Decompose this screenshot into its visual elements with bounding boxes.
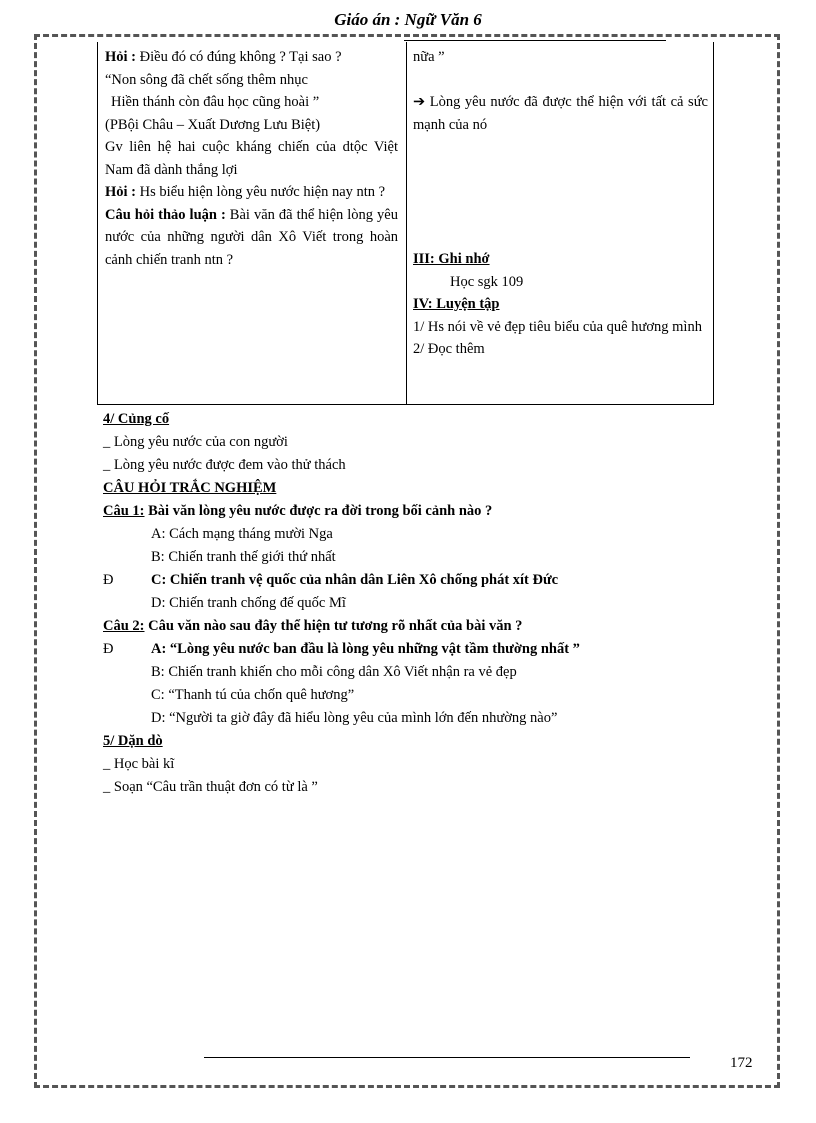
- lesson-table: [97, 42, 714, 405]
- teacher-note: Gv liên hệ hai cuộc kháng chiến của dtộc Việt Nam đã dành thắng lợi: [105, 139, 398, 178]
- correct-answer-mark: Đ: [103, 641, 114, 657]
- quiz-title: CÂU HỎI TRẮC NGHIỆM: [103, 480, 277, 496]
- question-2: [105, 181, 398, 204]
- quiz-question-2: [103, 615, 743, 638]
- question-1-text: Điều đó có đúng không ? Tại sao ?: [136, 49, 342, 65]
- answer-continuation: nữa ”: [413, 49, 445, 65]
- quiz-q1-option-c: [103, 569, 743, 592]
- table-right-column: [413, 46, 708, 361]
- homework-item: _ Học bài kĩ: [103, 756, 175, 772]
- question-1: [105, 46, 398, 69]
- quote-line-2: Hiền thánh còn đâu học cũng hoài ”: [111, 94, 320, 110]
- practice-item-1: 1/ Hs nói về vẻ đẹp tiêu biểu của quê hương mình: [413, 318, 702, 335]
- discussion-question: [105, 204, 398, 272]
- quote-source: (PBội Châu – Xuất Dương Lưu Biệt): [105, 116, 321, 133]
- quiz-question-2-text: Câu văn nào sau đây thể hiện tư tương rõ nhất của bài văn ?: [144, 618, 523, 634]
- quiz-question-1-label: Câu 1:: [103, 503, 145, 519]
- quiz-q2-option-d: D: “Người ta giờ đây đã hiểu lòng yêu của mình lớn đến nhường nào”: [151, 710, 558, 726]
- page-header-title: Giáo án : Ngữ Văn 6: [334, 10, 482, 29]
- quiz-q2-option-a-text: A: “Lòng yêu nước ban đầu là lòng yêu những vật tầm thường nhất ”: [151, 641, 580, 657]
- section-4-title: IV: Luyện tập: [413, 296, 500, 312]
- quiz-q1-option-b: B: Chiến tranh thế giới thứ nhất: [151, 549, 336, 565]
- quote-line-1: “Non sông đã chết sống thêm nhục: [105, 71, 308, 88]
- discussion-text: Bài văn đã thể hiện lòng yêu nước của những người dân Xô Viết trong hoàn cảnh chiến tranh ntn ?: [105, 206, 398, 268]
- arrow-right-icon: ➔: [413, 94, 426, 110]
- section-3-title: III: Ghi nhớ: [413, 251, 490, 267]
- consolidation-title: 4/ Củng cố: [103, 411, 170, 427]
- table-left-column: [105, 46, 398, 271]
- quiz-q1-option-d: D: Chiến tranh chống đế quốc Mĩ: [151, 595, 346, 611]
- homework-title: 5/ Dặn dò: [103, 733, 163, 749]
- section-3-text: Học sgk 109: [450, 273, 524, 290]
- lesson-body: [103, 408, 743, 799]
- answer-conclusion-text: Lòng yêu nước đã được thể hiện với tất cả sức mạnh của nó: [413, 94, 708, 133]
- footer-rule: [204, 1057, 690, 1058]
- header-rule: [404, 40, 666, 41]
- consolidation-item: _ Lòng yêu nước được đem vào thử thách: [103, 457, 346, 473]
- consolidation-item: _ Lòng yêu nước của con người: [103, 434, 288, 450]
- quiz-q2-option-b: B: Chiến tranh khiến cho mỗi công dân Xô Viết nhận ra vẻ đẹp: [151, 664, 517, 680]
- question-2-text: Hs biểu hiện lòng yêu nước hiện nay ntn ?: [136, 184, 386, 200]
- practice-item-2: 2/ Đọc thêm: [413, 341, 485, 357]
- discussion-label: Câu hỏi thảo luận :: [105, 206, 226, 223]
- question-1-label: Hỏi :: [105, 49, 137, 65]
- question-2-label: Hỏi :: [105, 184, 137, 200]
- quiz-question-1-text: Bài văn lòng yêu nước được ra đời trong bối cảnh nào ?: [144, 503, 493, 519]
- quiz-q2-option-a: [103, 638, 743, 661]
- correct-answer-mark: Đ: [103, 572, 114, 588]
- quiz-question-2-label: Câu 2:: [103, 618, 145, 634]
- answer-conclusion: [413, 91, 708, 136]
- quiz-q1-option-c-text: C: Chiến tranh vệ quốc của nhân dân Liên Xô chống phát xít Đức: [151, 572, 559, 588]
- quiz-q1-option-a: A: Cách mạng tháng mười Nga: [151, 526, 333, 542]
- quiz-q2-option-c: C: “Thanh tú của chốn quê hương”: [151, 687, 355, 703]
- page-number: 172: [730, 1055, 753, 1071]
- homework-item: _ Soạn “Câu trần thuật đơn có từ là ”: [103, 779, 318, 795]
- quiz-question-1: [103, 500, 743, 523]
- table-column-divider: [406, 42, 407, 404]
